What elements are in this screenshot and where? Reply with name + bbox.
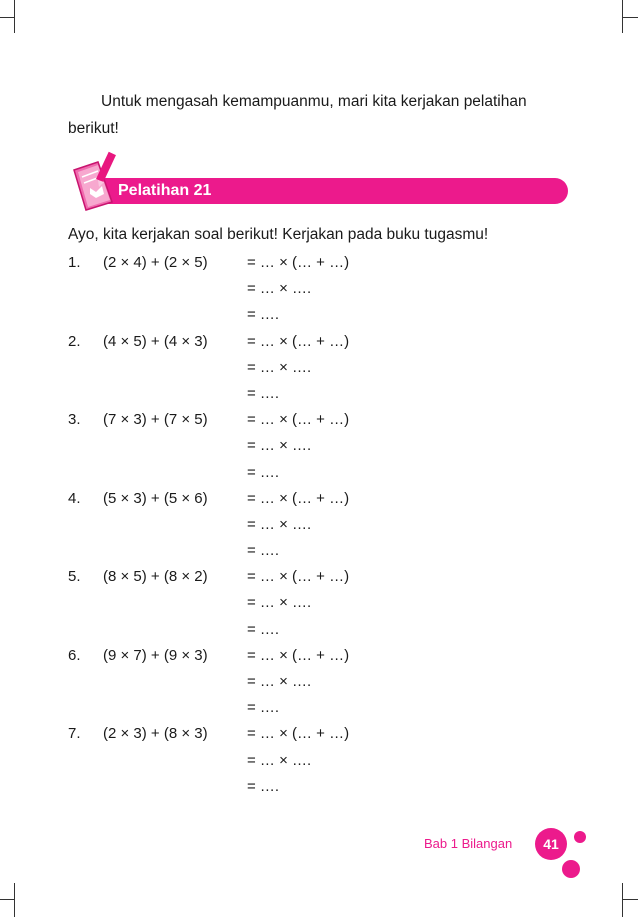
exercise-step: = … × …. [247,751,312,769]
banner-title: Pelatihan 21 [118,182,212,199]
exercise-step: = …. [247,777,280,795]
exercise-number: 2. [68,332,81,350]
intro-line-2: berikut! [68,120,119,137]
exercise-step: = …. [247,384,280,402]
exercise-step-row [68,355,468,381]
crop-mark-top-right [622,17,638,18]
exercise-number: 7. [68,725,81,743]
exercise-step-row [68,748,468,774]
exercise-step-row [68,617,468,643]
exercise-row [68,643,468,669]
exercise-expression: (4 × 5) + (4 × 3) [103,332,208,350]
crop-mark-bottom-right [622,899,638,900]
exercise-row [68,250,468,276]
exercise-step: = …. [247,699,280,717]
exercise-row [68,329,468,355]
crop-mark-bottom-left [0,899,14,900]
exercise-number: 3. [68,411,81,429]
exercise-step-row [68,695,468,721]
footer-chapter-label: Bab 1 Bilangan [424,836,513,851]
crop-mark-bottom-right [622,883,623,917]
exercise-number: 6. [68,646,81,664]
exercise-step: = … × …. [247,358,312,376]
intro-line-1: Untuk mengasah kemampuanmu, mari kita kerjakan pelatihan [101,93,527,110]
exercise-step-row [68,302,468,328]
exercise-step-row [68,774,468,800]
exercise-step: = … × …. [247,515,312,533]
exercise-step-row [68,512,468,538]
intro-paragraph [68,88,568,142]
exercise-step: = …. [247,620,280,638]
exercise-step: = … × (… + …) [247,254,350,271]
crop-mark-top-left [0,17,14,18]
exercise-step: = … × …. [247,437,312,455]
exercise-row [68,407,468,433]
exercise-step: = … × …. [247,673,312,690]
exercise-step-row [68,381,468,407]
exercise-row [68,564,468,590]
crop-mark-top-right [622,0,623,33]
exercise-number: 4. [68,489,81,507]
exercise-step: = … × (… + …) [247,725,350,743]
exercise-step: = … × (… + …) [247,489,350,507]
crop-mark-bottom-left [14,883,15,917]
exercise-step: = …. [247,463,280,481]
decorative-dot [562,860,580,878]
crop-mark-top-left [14,0,15,33]
exercise-step-row [68,460,468,486]
exercise-step: = … × (… + …) [247,411,350,429]
exercise-row [68,486,468,512]
exercise-step: = … × (… + …) [247,646,350,664]
exercise-expression: (5 × 3) + (5 × 6) [103,489,208,507]
exercise-expression: (2 × 4) + (2 × 5) [103,254,208,271]
exercise-number: 1. [68,254,81,271]
exercise-expression: (8 × 5) + (8 × 2) [103,568,208,586]
exercise-step: = … × (… + …) [247,332,350,350]
exercise-list [68,250,468,800]
exercise-expression: (9 × 7) + (9 × 3) [103,646,208,664]
instruction-text: Ayo, kita kerjakan soal berikut! Kerjakan pada buku tugasmu! [68,226,489,243]
exercise-step-row [68,669,468,695]
exercise-step: = … × …. [247,280,312,298]
exercise-step: = …. [247,542,280,560]
exercise-step-row [68,538,468,564]
decorative-dot [574,831,586,843]
exercise-row [68,721,468,747]
exercise-expression: (2 × 3) + (8 × 3) [103,725,208,743]
page-number: 41 [543,836,559,852]
exercise-step-row [68,590,468,616]
exercise-number: 5. [68,568,81,586]
exercise-step-row [68,433,468,459]
exercise-step-row [68,276,468,302]
exercise-step: = … × …. [247,594,312,612]
exercise-step: = …. [247,306,280,324]
exercise-expression: (7 × 3) + (7 × 5) [103,411,208,429]
exercise-step: = … × (… + …) [247,568,350,586]
